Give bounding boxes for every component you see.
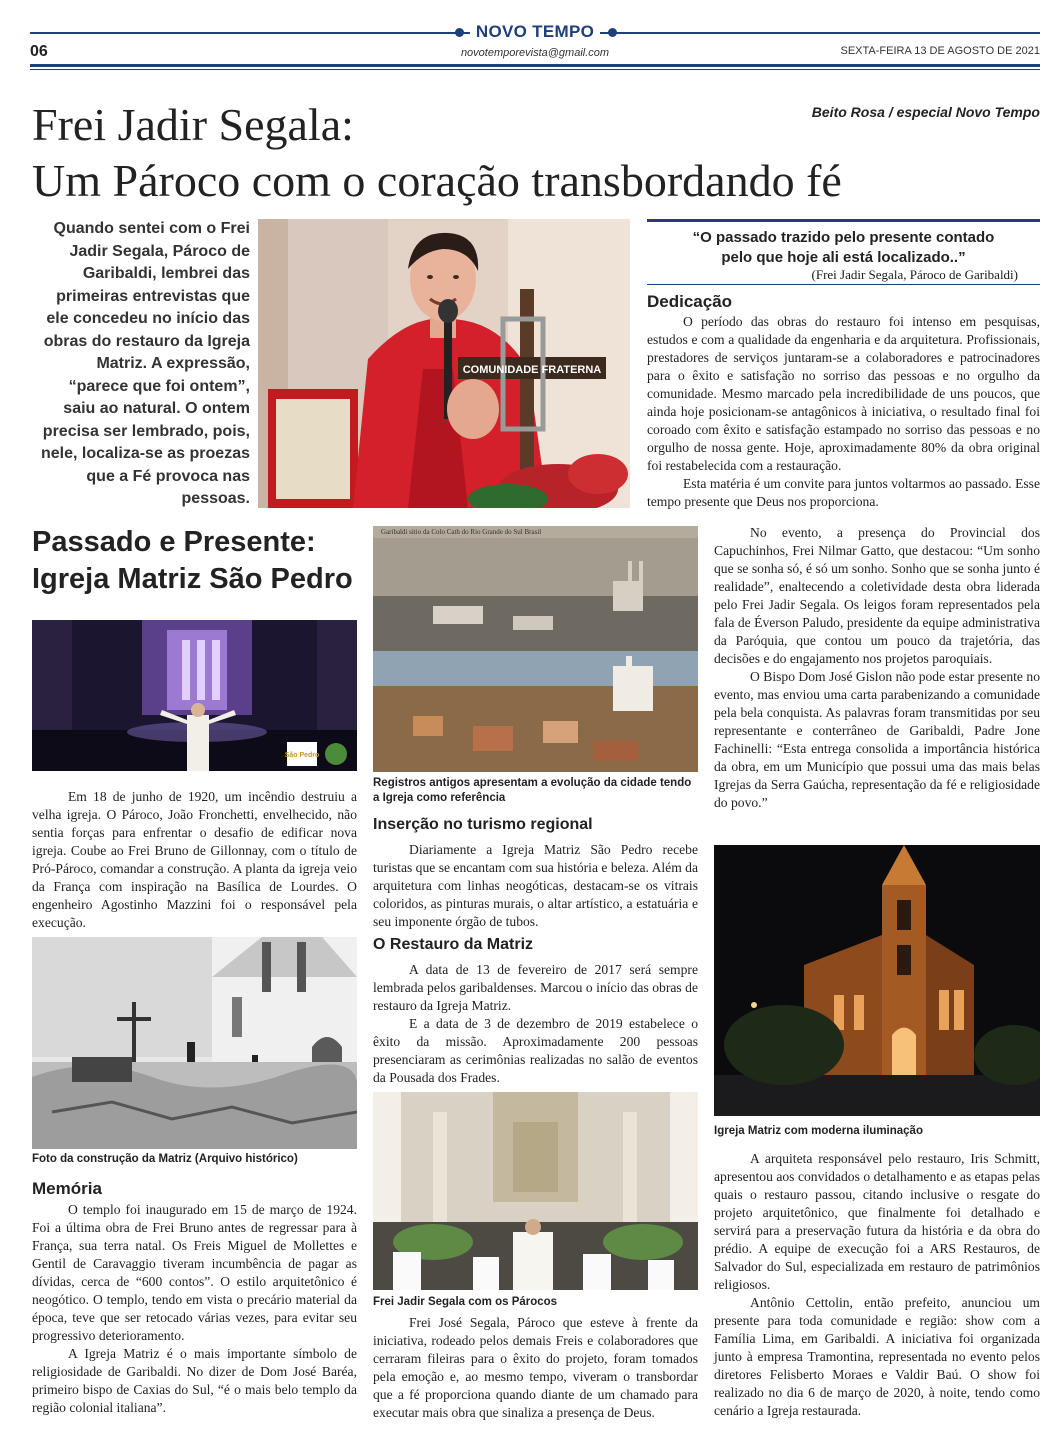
page-number: 06 — [30, 43, 48, 60]
byline: Beito Rosa / especial Novo Tempo — [811, 104, 1040, 120]
masthead-rule-thin — [30, 69, 1040, 70]
turismo-heading: Inserção no turismo regional — [373, 816, 593, 833]
church-interior-photo — [373, 1092, 698, 1290]
pull-quote-line-2: pelo que hoje ali está localizado..” — [721, 249, 966, 266]
restauro-body — [373, 961, 698, 1087]
historic-city-photos — [373, 526, 698, 772]
church-night-photo — [714, 845, 1040, 1116]
sao-pedro-badge-text: São Pedro — [284, 752, 320, 759]
caption-parocos: Frei Jadir Segala com os Párocos — [373, 1296, 558, 1308]
col1-intro — [32, 788, 357, 932]
col3-paragraph-3: A arquiteta responsável pelo restauro, Iris Schmitt, apresentou aos convidados o detalhamento e as etapas pelas quais o restauro passou, citando inclusive o resgate do projeto arquitetônico, que finalmente foi detalhado e servirá para a preservação futura da história e da obra do prédio. A equipe de execução foi a ARS Restauros, de Salvador do Sul, especializada em restauro de patrimônios religiosos. — [714, 1151, 1040, 1292]
headline-line-2: Um Pároco com o coração transbordando fé — [32, 155, 842, 206]
newspaper-email[interactable]: novotemporevista@gmail.com — [460, 47, 610, 59]
church-interior-illustration — [373, 1092, 698, 1290]
masthead-dot-right — [608, 28, 617, 37]
pull-quote-text — [647, 228, 1040, 268]
col3-paragraph-4: Antônio Cettolin, então prefeito, anunciou um presente para toda comunidade e região: show com a Família Lima, em Garibaldi. A iniciativa foi organizada junto à empresa Tramontina, representada no evento pelos diretores Felisberto Moraes e Valdir Baú. O show foi realizado no dia 6 de março de 2020, à noite, tendo como cenário a Igreja restaurada. — [714, 1295, 1040, 1418]
construction-illustration — [32, 937, 357, 1149]
restauro-heading: O Restauro da Matriz — [373, 936, 534, 953]
masthead — [0, 0, 1058, 70]
memoria-heading: Memória — [32, 1179, 102, 1198]
col3-restoration-body — [714, 1150, 1040, 1420]
passion-play-illustration — [32, 620, 357, 771]
historic-city-illustration — [373, 526, 698, 772]
priest-photo-illustration — [258, 219, 630, 508]
cross-sign-text: COMUNIDADE FRATERNA — [462, 364, 602, 376]
construction-photo — [32, 937, 357, 1149]
parocos-paragraph: Frei José Segala, Pároco que esteve à frente da iniciativa, rodeado pelos demais Freis e colaboradores que cerraram fileiras para o êxito do projeto, foram tomados pela emoção e, ao mesmo tempo, viveram o transbordar que a fé proporciona quando diante de um chamado para executar mais obra que sinaliza a presença de Deus. — [373, 1315, 698, 1420]
pull-quote — [647, 219, 1040, 285]
old-photo-header: Garibaldi sitio da Colo Cath do Rio Grande do Sul Brasil — [381, 528, 542, 536]
masthead-rule-bottom — [30, 64, 1040, 67]
pull-quote-line-1: “O passado trazido pelo presente contado — [692, 229, 995, 246]
caption-registros: Registros antigos apresentam a evolução da cidade tendo a Igreja como referência — [373, 777, 692, 804]
memoria-body — [32, 1201, 357, 1417]
turismo-paragraph: Diariamente a Igreja Matriz São Pedro recebe turistas que se encantam com sua história e beleza. Além da arquitetura com linhas neogóticas, destacam-se os vitrais coloridos, as pinturas murais, o altar artístico, a estatuária e seu imponente órgão de tubos. — [373, 842, 699, 929]
col3-paragraph-1: No evento, a presença do Provincial dos Capuchinhos, Frei Nilmar Gatto, que destacou: “Um sonho que se sonha só, é só um sonho. Sonho que se sonha junto é realidade”, enaltecendo a coletividade desta obra liderada pelo Frei Jadir Segala. Os leigos foram representados pela fala de Éverson Paludo, presidente da equipe administrativa da Paróquia, que contou um pouco da trajetória, das decisões e do engajamento nos projetos paroquiais. — [714, 525, 1040, 666]
issue-date: SEXTA-FEIRA 13 DE AGOSTO DE 2021 — [840, 45, 1040, 57]
dedicacao-paragraph-2: Esta matéria é um convite para juntos voltarmos ao passado. Esse tempo presente que Deus nos proporciona. — [647, 476, 1040, 509]
section-title — [32, 524, 362, 598]
caption-construction: Foto da construção da Matriz (Arquivo histórico) — [32, 1153, 298, 1165]
passion-play-photo — [32, 620, 357, 771]
memoria-paragraph-2: A Igreja Matriz é o mais importante símbolo de religiosidade de Garibaldi. No dizer de Dom José Baréa, primeiro bispo de Caxias do Sul, “é o mais belo templo da região colonial italiana”. — [32, 1346, 357, 1415]
dedicacao-paragraph-1: O período das obras do restauro foi intenso em pesquisas, estudos e com a qualidade da engenharia e da arquitetura. Profissionais, prestadores de serviços juntaram-se a colaboradores e patrocinadores para o êxito e satisfação no sorriso das pessoas e no orgulho da comunidade. Mesmo marcado pela incredibilidade de uns poucos, que ainda hoje posicionam-se antagônicos à iniciativa, o resultado final foi coroado com êxito e satisfação estampado no sorriso das pessoas e no orgulho de nossa gente. Hoje, aproximadamente 80% da obra original foi restabelecida com a restauração. — [647, 314, 1040, 473]
section-title-line-1: Passado e Presente: — [32, 526, 316, 558]
church-night-illustration — [714, 845, 1040, 1116]
col3-paragraph-2: O Bispo Dom José Gislon não pode estar presente no evento, mas enviou uma carta parabenizando a comunidade pela bela conquista. As palavras foram transmitidas por seu representante e conterrâneo de Garibaldi, Padre Jone Fachinelli: “Esta entrega consolida a importância histórica da obra, em um Município que possui uma das mais belas Igrejas da Serra Gaúcha, representação da fé e religiosidade do povo.” — [714, 669, 1040, 810]
col3-event-body — [714, 524, 1040, 812]
section-title-line-2: Igreja Matriz São Pedro — [32, 563, 353, 595]
caption-iluminacao: Igreja Matriz com moderna iluminação — [714, 1125, 923, 1137]
dedicacao-heading: Dedicação — [647, 292, 733, 311]
priest-photo — [258, 219, 630, 508]
masthead-dot-left — [455, 28, 464, 37]
headline-line-1: Frei Jadir Segala: — [32, 99, 354, 150]
newspaper-name: NOVO TEMPO — [470, 22, 600, 42]
restauro-paragraph-1: A data de 13 de fevereiro de 2017 será sempre lembrada pelos garibaldenses. Marcou o início das obras de restauro da Igreja Matriz. — [373, 962, 698, 1013]
pull-quote-author: (Frei Jadir Segala, Pároco de Garibaldi) — [811, 267, 1018, 282]
dedicacao-body — [647, 313, 1040, 511]
parocos-body — [373, 1314, 698, 1422]
lead-paragraph: Quando sentei com o Frei Jadir Segala, Pároco de Garibaldi, lembrei das primeiras entrevistas que ele concedeu no início das obras do restauro da Igreja Matriz. A expressão, “parece que foi ontem”, saiu ao natural. O ontem precisa ser lembrado, pois, nele, localiza-se as proezas que a Fé provoca nas pessoas. — [41, 220, 250, 507]
restauro-paragraph-2: E a data de 3 de dezembro de 2019 estabelece o êxito da missão. Aproximadamente 200 pessoas presenciaram as cerimônias realizadas no salão de eventos da Pousada dos Frades. — [373, 1016, 698, 1085]
turismo-body — [373, 841, 698, 931]
memoria-paragraph-1: O templo foi inaugurado em 15 de março de 1924. Foi a última obra de Frei Bruno antes de regressar para à França, sua terra natal. Os Freis Miguel de Mollettes e Gentil de Caravaggio tiveram incumbência de pagar as dívidas, cerca de “600 contos”. O estilo arquitetônico é neogótico. O templo, tendo em vista o precário material da época, teve que ser retocado várias vezes, para evitar seu progressivo deterioramento. — [32, 1202, 357, 1343]
col1-paragraph-1: Em 18 de junho de 1920, um incêndio destruiu a velha igreja. O Pároco, João Fronchetti, envelhecido, não sentia forças para enfrentar o desafio de edificar nova igreja. Coube ao Frei Bruno de Gillonnay, com o título de Pró-Pároco, comandar a construção. A planta da igreja veio da França com inspiração na Basílica de Lourdes. O engenheiro Agostinho Mazzini foi o responsável pela execução. — [32, 789, 357, 930]
